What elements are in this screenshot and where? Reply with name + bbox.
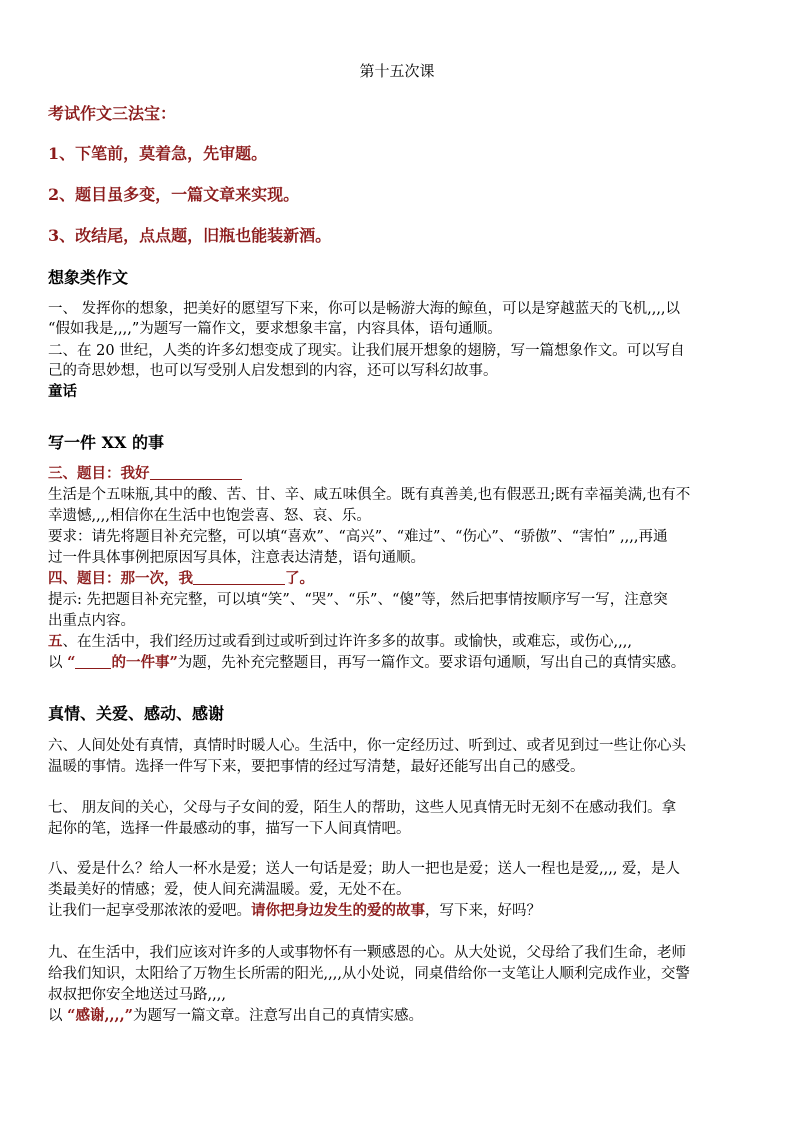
q5-title-close: ” (169, 654, 178, 671)
tips-heading: 考试作文三法宝： (48, 104, 177, 123)
q7-line-1: 七、 朋友间的关心，父母与子女间的爱，陌生人的帮助，这些人见真情无时无刻不在感动我们。拿 (48, 800, 677, 816)
q9-line-3: 叔叔把你安全地送过马路,,,, (48, 987, 226, 1003)
q9-line-4 (48, 1006, 423, 1026)
q5-text: 、在生活中，我们经历过或看到过或听到过许许多多的故事。或愉快，或难忘，或伤心,,,, (62, 634, 632, 650)
q5-line-1 (48, 632, 632, 652)
q5-title-open: “ (67, 654, 76, 671)
q5-blank (75, 653, 111, 669)
q3-line-1: 生活是个五味瓶,其中的酸、苦、甘、辛、咸五味俱全。既有真善美,也有假恶丑;既有幸福美满,也有不 (48, 487, 691, 503)
q5-title-mid: 的一件事 (111, 654, 170, 671)
subheading-fairy-tale: 童话 (48, 383, 77, 400)
q4-suffix: 了。 (285, 570, 314, 587)
q5-prefix: 以 (48, 655, 63, 671)
page-title: 第十五次课 (359, 62, 435, 80)
q8-line-1: 八、爱是什么？给人一杯水是爱；送人一句话是爱；助人一把也是爱；送人一程也是爱,,,, 爱，是人 (48, 861, 681, 877)
q4-line-2: 出重点内容。 (48, 613, 135, 629)
q6-line-1: 六、人间处处有真情，真情时时暖人心。生活中，你一定经历过、听到过、或者见到过一些让你心头 (48, 738, 686, 754)
q8-line-3 (48, 901, 541, 921)
q5-number: 五 (48, 633, 63, 650)
q3-line-4: 过一件具体事例把原因写具体，注意表达清楚，语句通顺。 (48, 550, 425, 566)
q8-line-2: 类最美好的情感；爱，使人间充满温暖。爱，无处不在。 (48, 882, 411, 898)
q3-title (48, 464, 242, 484)
section-heading-imagination: 想象类作文 (48, 268, 129, 287)
q5-line-2 (48, 653, 685, 673)
q4-blank (193, 569, 285, 585)
q7-line-2: 起你的笔，选择一件最感动的事，描写一下人间真情吧。 (48, 821, 411, 837)
q4-label: 四、题目：那一次，我 (48, 570, 193, 587)
section-heading-love: 真情、关爱、感动、感谢 (48, 704, 225, 723)
tip-item-2: 2、题目虽多变，一篇文章来实现。 (48, 185, 300, 204)
q9-line-1: 九、在生活中，我们应该对许多的人或事物怀有一颗感恩的心。从大处说，父母给了我们生命，老师 (48, 945, 686, 961)
imagination-line-1: 一、 发挥你的想象，把美好的愿望写下来，你可以是畅游大海的鲸鱼，可以是穿越蓝天的飞机,,,,以 (48, 301, 681, 317)
q4-title (48, 569, 314, 589)
q3-blank (150, 464, 242, 480)
q3-label: 三、题目：我好 (48, 465, 150, 482)
q3-line-3: 要求：请先将题目补充完整，可以填“喜欢”、“高兴”、“难过”、“伤心”、“骄傲”、“害怕” ,,,,再通 (48, 529, 668, 545)
imagination-line-3: 二、在 20 世纪，人类的许多幻想变成了现实。让我们展开想象的翅膀，写一篇想象作文。可以写自 (48, 343, 685, 359)
q9-red: “感谢,,,,” (67, 1007, 133, 1024)
q8-last-red: 请你把身边发生的爱的故事 (251, 902, 425, 919)
q9-line-2: 给我们知识，太阳给了万物生长所需的阳光,,,,从小处说，同桌借给你一支笔让人顺利完成作业，交警 (48, 966, 690, 982)
tip-item-3: 3、改结尾，点点题，旧瓶也能装新酒。 (48, 226, 332, 245)
imagination-line-4: 己的奇思妙想，也可以写受别人启发想到的内容，还可以写科幻故事。 (48, 363, 498, 379)
q5-rest: 为题，先补充完整题目，再写一篇作文。要求语句通顺，写出自己的真情实感。 (177, 655, 686, 671)
q9-prefix: 以 (48, 1008, 63, 1024)
q6-line-2: 温暖的事情。选择一件写下来，要把事情的经过写清楚，最好还能写出自己的感受。 (48, 759, 585, 775)
q3-line-2: 幸遗憾,,,,相信你在生活中也饱尝喜、怒、哀、乐。 (48, 508, 371, 524)
q8-last-b: ，写下来，好吗？ (425, 903, 541, 919)
q8-last-a: 让我们一起享受那浓浓的爱吧。 (48, 903, 251, 919)
q9-rest: 为题写一篇文章。注意写出自己的真情实感。 (132, 1008, 423, 1024)
section-heading-event: 写一件 XX 的事 (48, 433, 164, 452)
q4-line-1: 提示: 先把题目补充完整，可以填“笑”、“哭”、“乐”、“傻”等，然后把事情按顺序写一写，注意突 (48, 592, 668, 608)
imagination-line-2: “假如我是,,,,”为题写一篇作文，要求想象丰富，内容具体，语句通顺。 (48, 321, 502, 337)
tip-item-1: 1、下笔前，莫着急，先审题。 (48, 144, 268, 163)
